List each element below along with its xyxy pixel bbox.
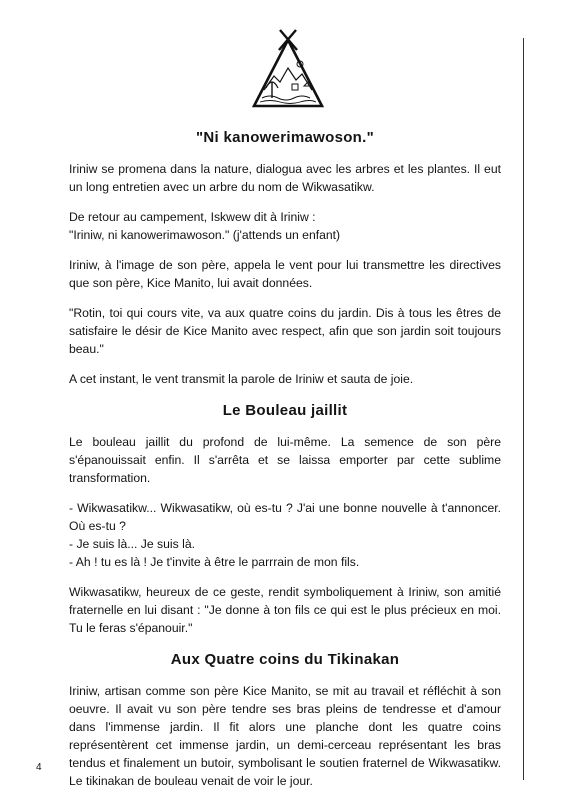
paragraph: Iriniw, à l'image de son père, appela le vent pour lui transmettre les directives que son père, Kice Manito, lui avait données. [69, 258, 501, 290]
paragraph-line: De retour au campement, Iskwew dit à Iriniw : [69, 210, 316, 224]
dialogue-line: - Ah ! tu es là ! Je t'invite à être le parrrain de mon fils. [69, 555, 360, 569]
document-body [69, 120, 501, 802]
paragraph: Le bouleau jaillit du profond de lui-même. La semence de son père s'épanouissait enfin. Il s'arrêta et se laissa emporter par cette sublime transformation. [69, 435, 501, 485]
paragraph: A cet instant, le vent transmit la parole de Iriniw et sauta de joie. [69, 372, 414, 386]
page-number: 4 [36, 762, 42, 773]
dialogue-line: - Je suis là... Je suis là. [69, 537, 195, 551]
paragraph: "Rotin, toi qui cours vite, va aux quatre coins du jardin. Dis à tous les êtres de satisfaire le désir de Kice Manito avec respect, afin que son jardin soit toujours beau." [69, 306, 501, 356]
section-heading: Le Bouleau jaillit [222, 402, 348, 419]
section-heading: Aux Quatre coins du Tikinakan [170, 651, 400, 668]
tipi-emblem-icon [250, 28, 326, 110]
paragraph: Iriniw, artisan comme son père Kice Manito, se mit au travail et réfléchit à son oeuvre. Il avait vu son père tendre ses bras pleins de tendresse et d'amour dans l'immense jardin. Il fit alors une planche dont les quatre coins représentèrent cet immense jardin, un demi-cerceau représentant les bras tendus et finalement un butoir, symbolisant le soutien fraternel de Wikwasatikw. Le tikinakan de bouleau venait de voir le jour. [69, 684, 501, 788]
dialogue-block [69, 499, 501, 571]
paragraph [69, 208, 501, 244]
paragraph: Wikwasatikw, heureux de ce geste, rendit symboliquement à Iriniw, son amitié fraternelle en lui disant : "Je donne à ton fils ce qui est le plus précieux en moi. Tu le feras s'épanouir." [69, 585, 501, 635]
paragraph-line: "Iriniw, ni kanowerimawoson." (j'attends un enfant) [69, 228, 341, 242]
dialogue-line: - Wikwasatikw... Wikwasatikw, où es-tu ? J'ai une bonne nouvelle à t'annoncer. Où es-tu ? [69, 501, 501, 533]
right-margin-rule [523, 38, 524, 780]
page-title: "Ni kanowerimawoson." [195, 129, 375, 146]
paragraph: Iriniw se promena dans la nature, dialogua avec les arbres et les plantes. Il eut un long entretien avec un arbre du nom de Wikwasatikw. [69, 162, 501, 194]
